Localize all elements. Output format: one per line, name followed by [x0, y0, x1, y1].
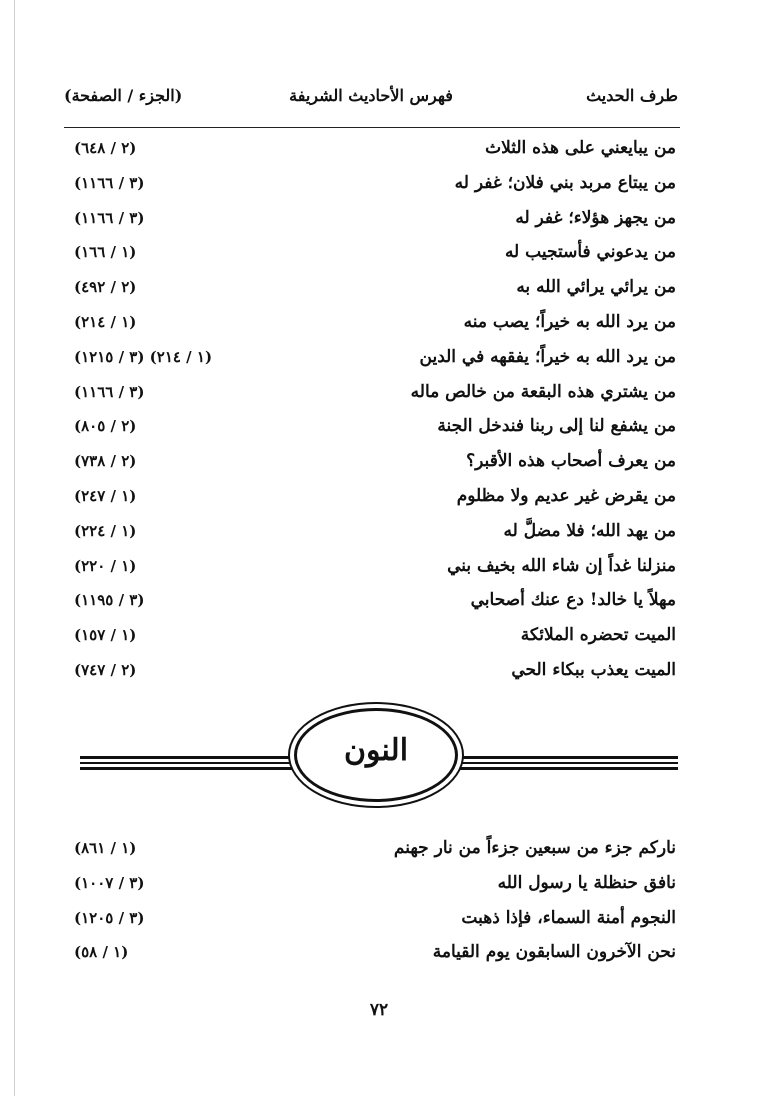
list-item: [60, 656, 676, 691]
hadith-text: النجوم أمنة السماء، فإذا ذهبت: [461, 907, 676, 928]
hadith-text: من يرد الله به خيراً؛ يصب منه: [463, 311, 676, 332]
volume-page-ref: (١ / ٥٨): [74, 943, 129, 962]
list-item: [60, 308, 676, 343]
hadith-text: من يشفع لنا إلى ربنا فندخل الجنة: [437, 416, 676, 437]
hadith-text: من يبايعني على هذه الثلاث: [485, 138, 676, 158]
hadith-text: من يرائي يرائي الله به: [516, 277, 676, 298]
list-item: [60, 238, 676, 273]
hadith-text: من يشتري هذه البقعة من خالص ماله: [410, 381, 676, 402]
hadith-index-list-noon: [60, 834, 676, 973]
header-column-title: طرف الحديث: [586, 86, 678, 105]
list-item: [60, 169, 676, 204]
volume-page-ref: (٢ / ٨٠٥): [74, 417, 137, 436]
volume-page-ref: (١ / ١٥٧): [74, 626, 137, 645]
volume-page-ref: (٢ / ٤٩٢): [74, 278, 137, 297]
section-divider: [80, 733, 678, 798]
volume-page-ref: (٣ / ١٢٠٥): [74, 908, 145, 927]
volume-page-ref: (١ / ٨٦١): [74, 839, 137, 857]
list-item: [60, 343, 676, 378]
volume-page-ref: (١ / ١٦٦): [74, 243, 137, 262]
volume-page-ref: (١ / ٢٤٧): [74, 486, 137, 505]
volume-page-ref: (٣ / ١٠٠٧): [74, 873, 145, 892]
volume-page-ref: (٢ / ٧٤٧): [74, 660, 137, 679]
volume-page-ref: (٣ / ١١٦٦): [74, 382, 145, 401]
hadith-text: نافق حنظلة يا رسول الله: [497, 872, 676, 893]
hadith-index-list: [60, 134, 676, 691]
hadith-text: منزلنا غداً إن شاء الله بخيف بني: [447, 555, 676, 576]
hadith-text: من يدعوني فأستجيب له: [504, 242, 676, 263]
page-header: [64, 86, 678, 116]
header-rule: [64, 127, 680, 128]
list-item: [60, 134, 676, 169]
hadith-text: ناركم جزء من سبعين جزءاً من نار جهنم: [393, 838, 676, 858]
hadith-text: من يقرض غير عديم ولا مظلوم: [456, 485, 676, 506]
volume-page-ref: (٣ / ١١٩٥): [74, 591, 145, 610]
hadith-text: من يهد الله؛ فلا مضلَّ له: [503, 520, 676, 541]
list-item: [60, 378, 676, 413]
volume-page-ref: (٢ / ٧٣٨): [74, 452, 137, 471]
volume-page-ref: (١ / ٢١٤): [74, 312, 137, 331]
header-reference-title: (الجزء / الصفحة): [64, 86, 183, 105]
list-item: [60, 869, 676, 904]
volume-page-ref: (٣ / ١١٦٦): [74, 173, 145, 192]
list-item: [60, 904, 676, 939]
volume-page-ref: (٣ / ١١٦٦): [74, 208, 145, 227]
hadith-text: من يعرف أصحاب هذه الأقبر؟: [466, 451, 676, 472]
volume-page-ref: (٢ / ٦٤٨): [74, 139, 137, 157]
list-item: [60, 204, 676, 239]
hadith-text: نحن الآخرون السابقون يوم القيامة: [432, 942, 676, 963]
list-item: [60, 482, 676, 517]
section-title-oval: [294, 708, 458, 802]
list-item: [60, 586, 676, 621]
list-item: [60, 517, 676, 552]
volume-page-ref: (١ / ٢٢٠): [74, 556, 137, 575]
list-item: [60, 938, 676, 973]
hadith-text: الميت يعذب ببكاء الحي: [511, 659, 676, 680]
scan-edge-line: [14, 0, 15, 1096]
section-title: النون: [343, 733, 409, 768]
volume-page-ref: (١ / ٢١٤) (٣ / ١٢١٥): [74, 347, 213, 366]
hadith-text: الميت تحضره الملائكة: [520, 625, 676, 646]
hadith-text: من يبتاع مربد بني فلان؛ غفر له: [454, 172, 676, 193]
hadith-text: من يرد الله به خيراً؛ يفقهه في الدين: [419, 346, 676, 367]
list-item: [60, 273, 676, 308]
list-item: [60, 412, 676, 447]
list-item: [60, 834, 676, 869]
header-index-title: فهرس الأحاديث الشريفة: [289, 86, 453, 105]
list-item: [60, 621, 676, 656]
list-item: [60, 447, 676, 482]
hadith-text: مهلاً يا خالد! دع عنك أصحابي: [470, 590, 676, 611]
list-item: [60, 552, 676, 587]
hadith-text: من يجهز هؤلاء؛ غفر له: [515, 207, 676, 228]
volume-page-ref: (١ / ٢٢٤): [74, 521, 137, 540]
page-number: ٧٢: [369, 1000, 389, 1020]
